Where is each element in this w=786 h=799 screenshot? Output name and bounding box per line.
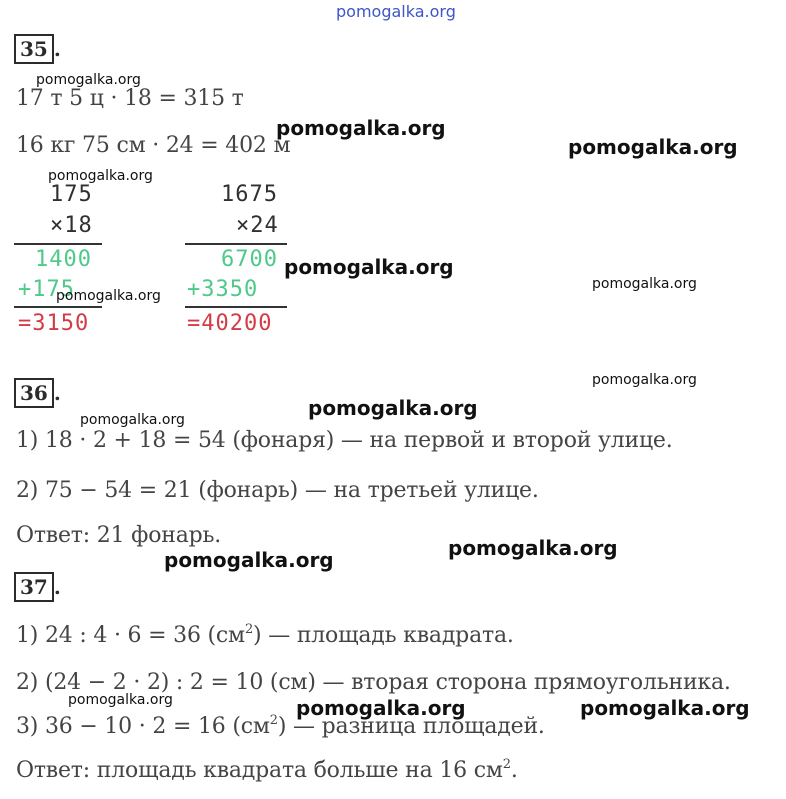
calc1-multiplier: ×18	[50, 213, 93, 238]
task-number-dot: .	[53, 575, 61, 599]
watermark: pomogalka.org	[48, 168, 153, 184]
calc1-multiplicand: 175	[50, 182, 93, 207]
task-37-header	[14, 572, 61, 602]
watermark: pomogalka.org	[36, 72, 141, 88]
watermark: pomogalka.org	[580, 696, 750, 720]
watermark: pomogalka.org	[284, 255, 454, 279]
task-37-line-1-tail: ) — площадь квадрата.	[253, 623, 514, 648]
calc1-rule-top	[14, 243, 102, 245]
watermark: pomogalka.org	[56, 288, 161, 304]
task-36-line-2: 2) 75 − 54 = 21 (фонарь) — на третьей улице.	[16, 478, 539, 503]
calc2-partial-1: 6700	[221, 247, 278, 272]
task-36-header	[14, 378, 61, 408]
task-number-dot: .	[53, 37, 61, 61]
watermark: pomogalka.org	[568, 135, 738, 159]
calc1-partial-2: +175	[18, 277, 75, 302]
task-37-line-3-main: 3) 36 − 10 · 2 = 16 (см	[16, 714, 270, 739]
task-number-box: 37	[14, 572, 54, 602]
task-35-line-1: 17 т 5 ц · 18 = 315 т	[16, 86, 244, 111]
calc2-rule-top	[185, 243, 287, 245]
watermark: pomogalka.org	[296, 696, 466, 720]
calc1-partial-1: 1400	[35, 247, 92, 272]
task-number-dot: .	[53, 381, 61, 405]
watermark: pomogalka.org	[448, 536, 618, 560]
calc2-rule-bottom	[185, 306, 287, 308]
calc2-multiplier: ×24	[236, 213, 279, 238]
task-37-answer-tail: .	[510, 758, 518, 783]
watermark: pomogalka.org	[164, 548, 334, 572]
task-35-line-2: 16 кг 75 см · 24 = 402 м	[16, 133, 291, 158]
superscript: 2	[502, 757, 511, 772]
task-37-line-2: 2) (24 − 2 · 2) : 2 = 10 (см) — вторая сторона прямоугольника.	[16, 670, 731, 695]
calc2-partial-2: +3350	[187, 277, 259, 302]
task-number-box: 35	[14, 34, 54, 64]
task-37-line-1	[16, 622, 514, 648]
watermark: pomogalka.org	[276, 116, 446, 140]
site-url: pomogalka.org	[336, 2, 456, 21]
calc2-multiplicand: 1675	[221, 182, 278, 207]
task-36-answer: Ответ: 21 фонарь.	[16, 523, 222, 548]
task-37-line-3-tail: ) — разница площадей.	[277, 714, 545, 739]
superscript: 2	[244, 622, 254, 637]
calc1-result: =3150	[18, 311, 90, 336]
task-37-answer	[16, 757, 518, 783]
calc1-rule-bottom	[14, 306, 102, 308]
task-36-line-1: 1) 18 · 2 + 18 = 54 (фонаря) — на первой и второй улице.	[16, 428, 673, 453]
watermark: pomogalka.org	[80, 412, 185, 428]
calc2-result: =40200	[187, 311, 273, 336]
superscript: 2	[269, 713, 278, 728]
watermark: pomogalka.org	[592, 276, 697, 292]
task-number-box: 36	[14, 378, 54, 408]
watermark: pomogalka.org	[308, 396, 478, 420]
task-37-line-1-main: 1) 24 : 4 · 6 = 36 (см	[16, 623, 245, 648]
watermark: pomogalka.org	[68, 692, 173, 708]
task-35-header	[14, 34, 61, 64]
task-37-answer-main: Ответ: площадь квадрата больше на 16 см	[16, 758, 503, 783]
watermark: pomogalka.org	[592, 372, 697, 388]
